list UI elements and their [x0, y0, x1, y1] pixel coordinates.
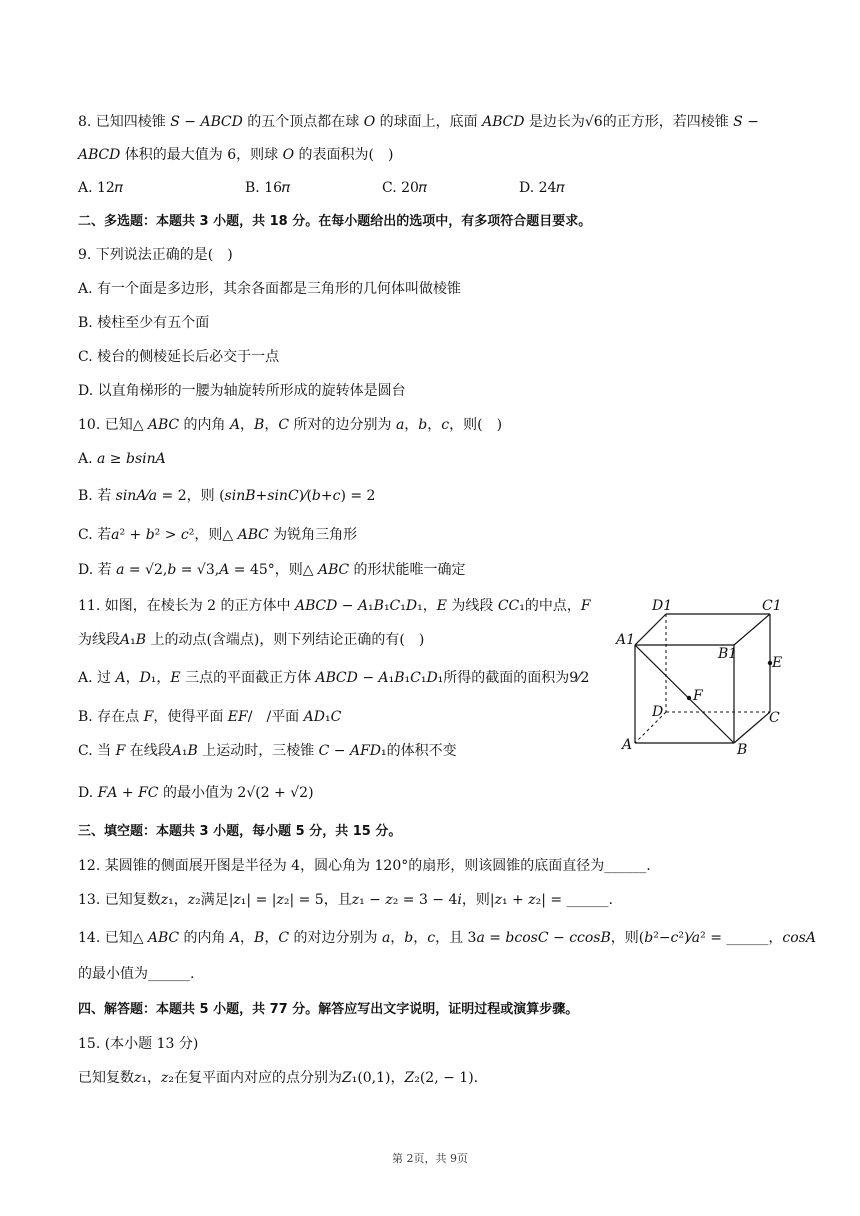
- q11-option-a: A. 过 𝐴，𝐷₁，𝐸 三点的平面截正方体 𝐴𝐵𝐶𝐷 − 𝐴₁𝐵₁𝐶₁𝐷₁所得的截面的面积为9⁄2: [78, 670, 590, 686]
- label-c: C: [769, 710, 780, 726]
- q11-option-d: D. 𝐹𝐴 + 𝐹𝐶 的最小值为 2√(2 + √2): [78, 785, 314, 801]
- q12-text: 12. 某圆锥的侧面展开图是半径为 4，圆心角为 120°的扇形，则该圆锥的底面直径为______.: [78, 858, 651, 874]
- label-b1: B1: [718, 646, 738, 662]
- page-footer: 第 2页，共 9页: [392, 1152, 468, 1165]
- q8-option-d: D. 24𝜋: [519, 180, 565, 196]
- q9-stem: 9. 下列说法正确的是( ): [78, 247, 233, 263]
- q8-line1: 8. 已知四棱锥 𝑆 − 𝐴𝐵𝐶𝐷 的五个顶点都在球 𝑂 的球面上，底面 𝐴𝐵𝐶𝐷 是边长为√6的正方形，若四棱锥 𝑆 −: [78, 114, 759, 130]
- q10-option-a: A. 𝑎 ≥ 𝑏𝑠𝑖𝑛𝐴: [78, 451, 166, 467]
- label-f: F: [693, 688, 703, 704]
- q11-line1: 11. 如图，在棱长为 2 的正方体中 𝐴𝐵𝐶𝐷 − 𝐴₁𝐵₁𝐶₁𝐷₁，𝐸 为线段 𝐶𝐶₁的中点，𝐹: [78, 598, 591, 614]
- section-heading-answer: 四、解答题：本题共 5 小题，共 77 分。解答应写出文字说明，证明过程或演算步骤。: [78, 1002, 579, 1017]
- q15-header: 15. (本小题 13 分): [78, 1036, 199, 1052]
- q8-option-a: A. 12𝜋: [78, 180, 124, 196]
- q8-option-c: C. 20𝜋: [382, 180, 428, 196]
- label-a: A: [622, 737, 633, 753]
- q9-option-d: D. 以直角梯形的一腰为轴旋转所形成的旋转体是圆台: [78, 383, 406, 399]
- cube-figure: [614, 594, 790, 760]
- q14-line1: 14. 已知△ 𝐴𝐵𝐶 的内角 𝐴，𝐵，𝐶 的对边分别为 𝑎，𝑏，𝑐，且 3𝑎 = 𝑏𝑐𝑜𝑠𝐶 − 𝑐𝑐𝑜𝑠𝐵，则(𝑏²−𝑐²)⁄𝑎² = ______，𝑐𝑜𝑠𝐴: [78, 930, 816, 946]
- q11-option-c: C. 当 𝐹 在线段𝐴₁𝐵 上运动时，三棱锥 𝐶 − 𝐴𝐹𝐷₁的体积不变: [78, 743, 457, 759]
- q11-line2: 为线段𝐴₁𝐵 上的动点(含端点)，则下列结论正确的有( ): [78, 632, 425, 648]
- q13-text: 13. 已知复数𝑧₁，𝑧₂满足|𝑧₁| = |𝑧₂| = 5，且𝑧₁ − 𝑧₂ = 3 − 4𝑖，则|𝑧₁ + 𝑧₂| = ______.: [78, 892, 613, 908]
- point-f-dot: [687, 696, 691, 700]
- q10-option-b: B. 若 𝑠𝑖𝑛𝐴⁄𝑎 = 2，则 (𝑠𝑖𝑛𝐵+𝑠𝑖𝑛𝐶)⁄(𝑏+𝑐) = 2: [78, 488, 376, 504]
- q8-line2: 𝐴𝐵𝐶𝐷 体积的最大值为 6，则球 𝑂 的表面积为( ): [78, 147, 394, 163]
- q14-line2: 的最小值为______.: [78, 966, 195, 982]
- q10-option-d: D. 若 𝑎 = √2,𝑏 = √3,𝐴 = 45°，则△ 𝐴𝐵𝐶 的形状能唯一确定: [78, 562, 466, 578]
- q8-option-b: B. 16𝜋: [245, 180, 291, 196]
- label-b: B: [737, 742, 748, 758]
- label-e: E: [772, 655, 783, 671]
- q11-option-b: B. 存在点 𝐹，使得平面 𝐸𝐹/ /平面 𝐴𝐷₁𝐶: [78, 709, 342, 725]
- q15-line1: 已知复数𝑧₁，𝑧₂在复平面内对应的点分别为𝑍₁(0,1)，𝑍₂(2, − 1).: [78, 1070, 479, 1086]
- label-a1: A1: [616, 632, 636, 648]
- q9-option-c: C. 棱台的侧棱延长后必交于一点: [78, 349, 280, 365]
- label-c1: C1: [762, 598, 782, 614]
- q9-option-a: A. 有一个面是多边形，其余各面都是三角形的几何体叫做棱锥: [78, 281, 462, 297]
- q9-option-b: B. 棱柱至少有五个面: [78, 315, 210, 331]
- q10-stem: 10. 已知△ 𝐴𝐵𝐶 的内角 𝐴，𝐵，𝐶 所对的边分别为 𝑎，𝑏，𝑐，则( ): [78, 417, 503, 433]
- q10-option-c: C. 若𝑎² + 𝑏² > 𝑐²，则△ 𝐴𝐵𝐶 为锐角三角形: [78, 527, 358, 543]
- section-heading-fill-in: 三、填空题：本题共 3 小题，每小题 5 分，共 15 分。: [78, 824, 402, 839]
- label-d: D: [652, 704, 664, 720]
- label-d1: D1: [652, 598, 673, 614]
- section-heading-multiple-choice: 二、多选题：本题共 3 小题，共 18 分。在每小题给出的选项中，有多项符合题目要求。: [78, 214, 592, 229]
